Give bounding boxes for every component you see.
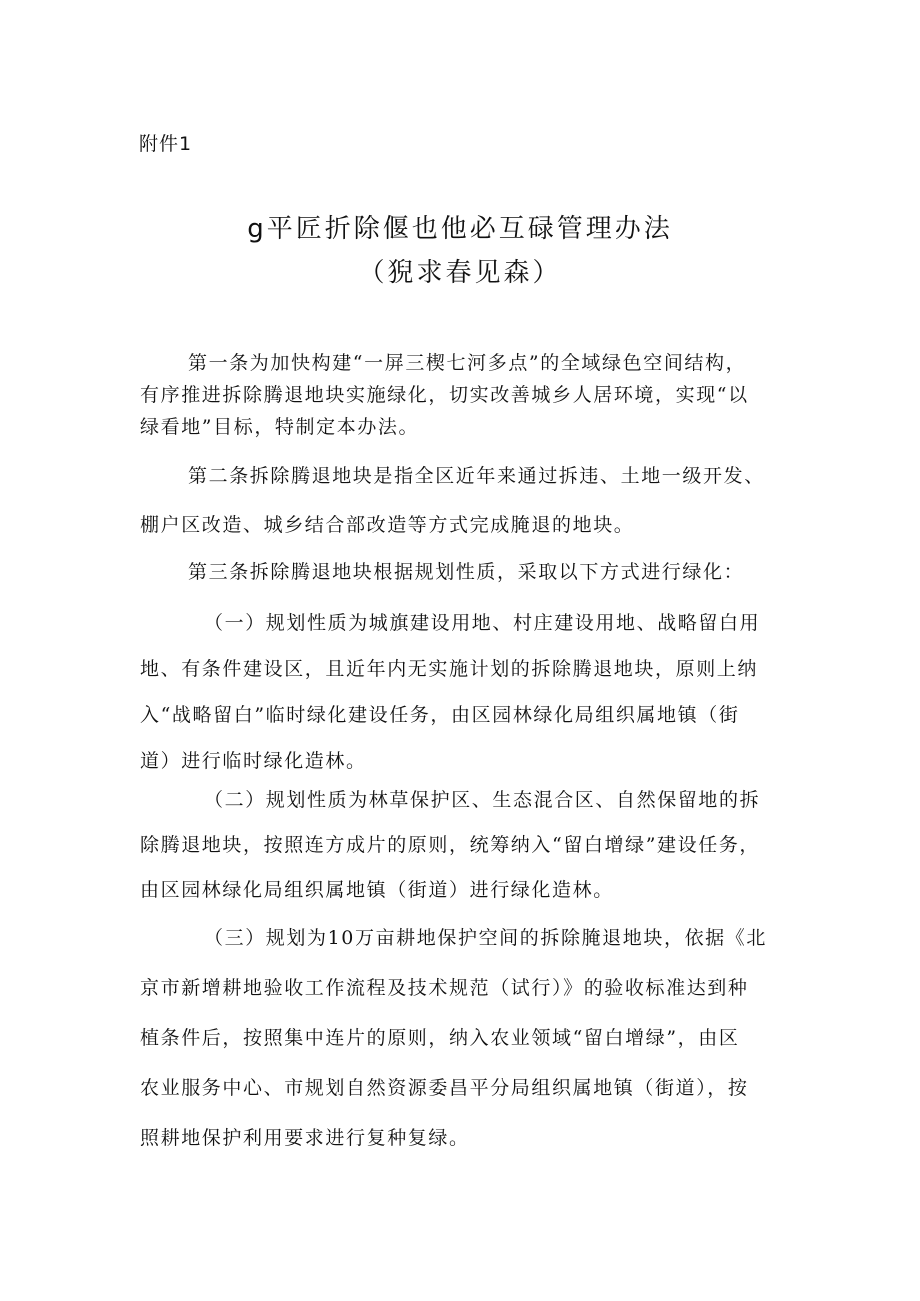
article-3-line-1: 第三条拆除腾退地块根据规划性质，采取以下方式进行绿化：	[188, 561, 745, 583]
article-2-line-1: 第二条拆除腾退地块是指全区近年来通过拆违、土地一级开发、	[188, 465, 765, 487]
article-1	[140, 347, 784, 443]
item-1-line-4: 道）进行临时绿化造林。	[140, 750, 367, 772]
item-1-line-2: 地、有条件建设区，且近年内无实施计划的拆除腾退地块，原则上纳	[140, 658, 759, 680]
article-3-item-3	[140, 913, 784, 1163]
document-title-line1: g平匠折除偃也他必互碌管理办法	[247, 214, 673, 244]
item-3-line-1: （三）规划为10万亩耕地保护空间的拆除腌退地块，依据《北	[204, 927, 767, 949]
item-2-line-2: 除腾退地块，按照连方成片的原则，统筹纳入“留白增绿”建设任务，	[140, 834, 761, 856]
item-2-line-3: 由区园林绿化局组织属地镇（街道）进行绿化造林。	[140, 879, 614, 901]
article-3	[140, 556, 784, 588]
item-2-line-1: （二）规划性质为林草保护区、生态混合区、自然保留地的拆	[204, 789, 761, 811]
item-1-line-1: （一）规划性质为城旗建设用地、村庄建设用地、战略留白用	[204, 612, 761, 634]
item-3-line-4: 农业服务中心、市规划自然资源委昌平分局组织属地镇（街道），按	[140, 1077, 749, 1099]
article-3-item-1	[140, 600, 784, 784]
article-2	[140, 452, 784, 550]
item-1-line-3: 入“战略留白”临时绿化建设任务，由区园林绿化局组织属地镇（街	[140, 704, 740, 726]
article-1-line-1: 第一条为加快构建“一屏三楔七河多点”的全域绿色空间结构，	[188, 352, 747, 374]
article-2-line-2: 棚户区改造、城乡结合部改造等方式完成腌退的地块。	[140, 514, 635, 536]
item-3-line-3: 植条件后，按照集中连片的原则，纳入农业领域“留白增绿”，由区	[140, 1027, 740, 1049]
item-3-line-5: 照耕地保护利用要求进行复种复绿。	[140, 1127, 470, 1149]
attachment-label: 附件1	[139, 133, 193, 155]
article-1-line-3: 绿看地”目标，特制定本办法。	[140, 416, 420, 438]
article-1-line-2: 有序推进拆除腾退地块实施绿化，切实改善城乡人居环境，实现“以	[140, 384, 749, 406]
item-3-line-2: 京市新增耕地验收工作流程及技术规范（试行）》的验收标准达到种	[140, 977, 749, 999]
article-3-item-2	[140, 778, 784, 913]
document-title-line2: （猊求春见森）	[358, 258, 562, 288]
